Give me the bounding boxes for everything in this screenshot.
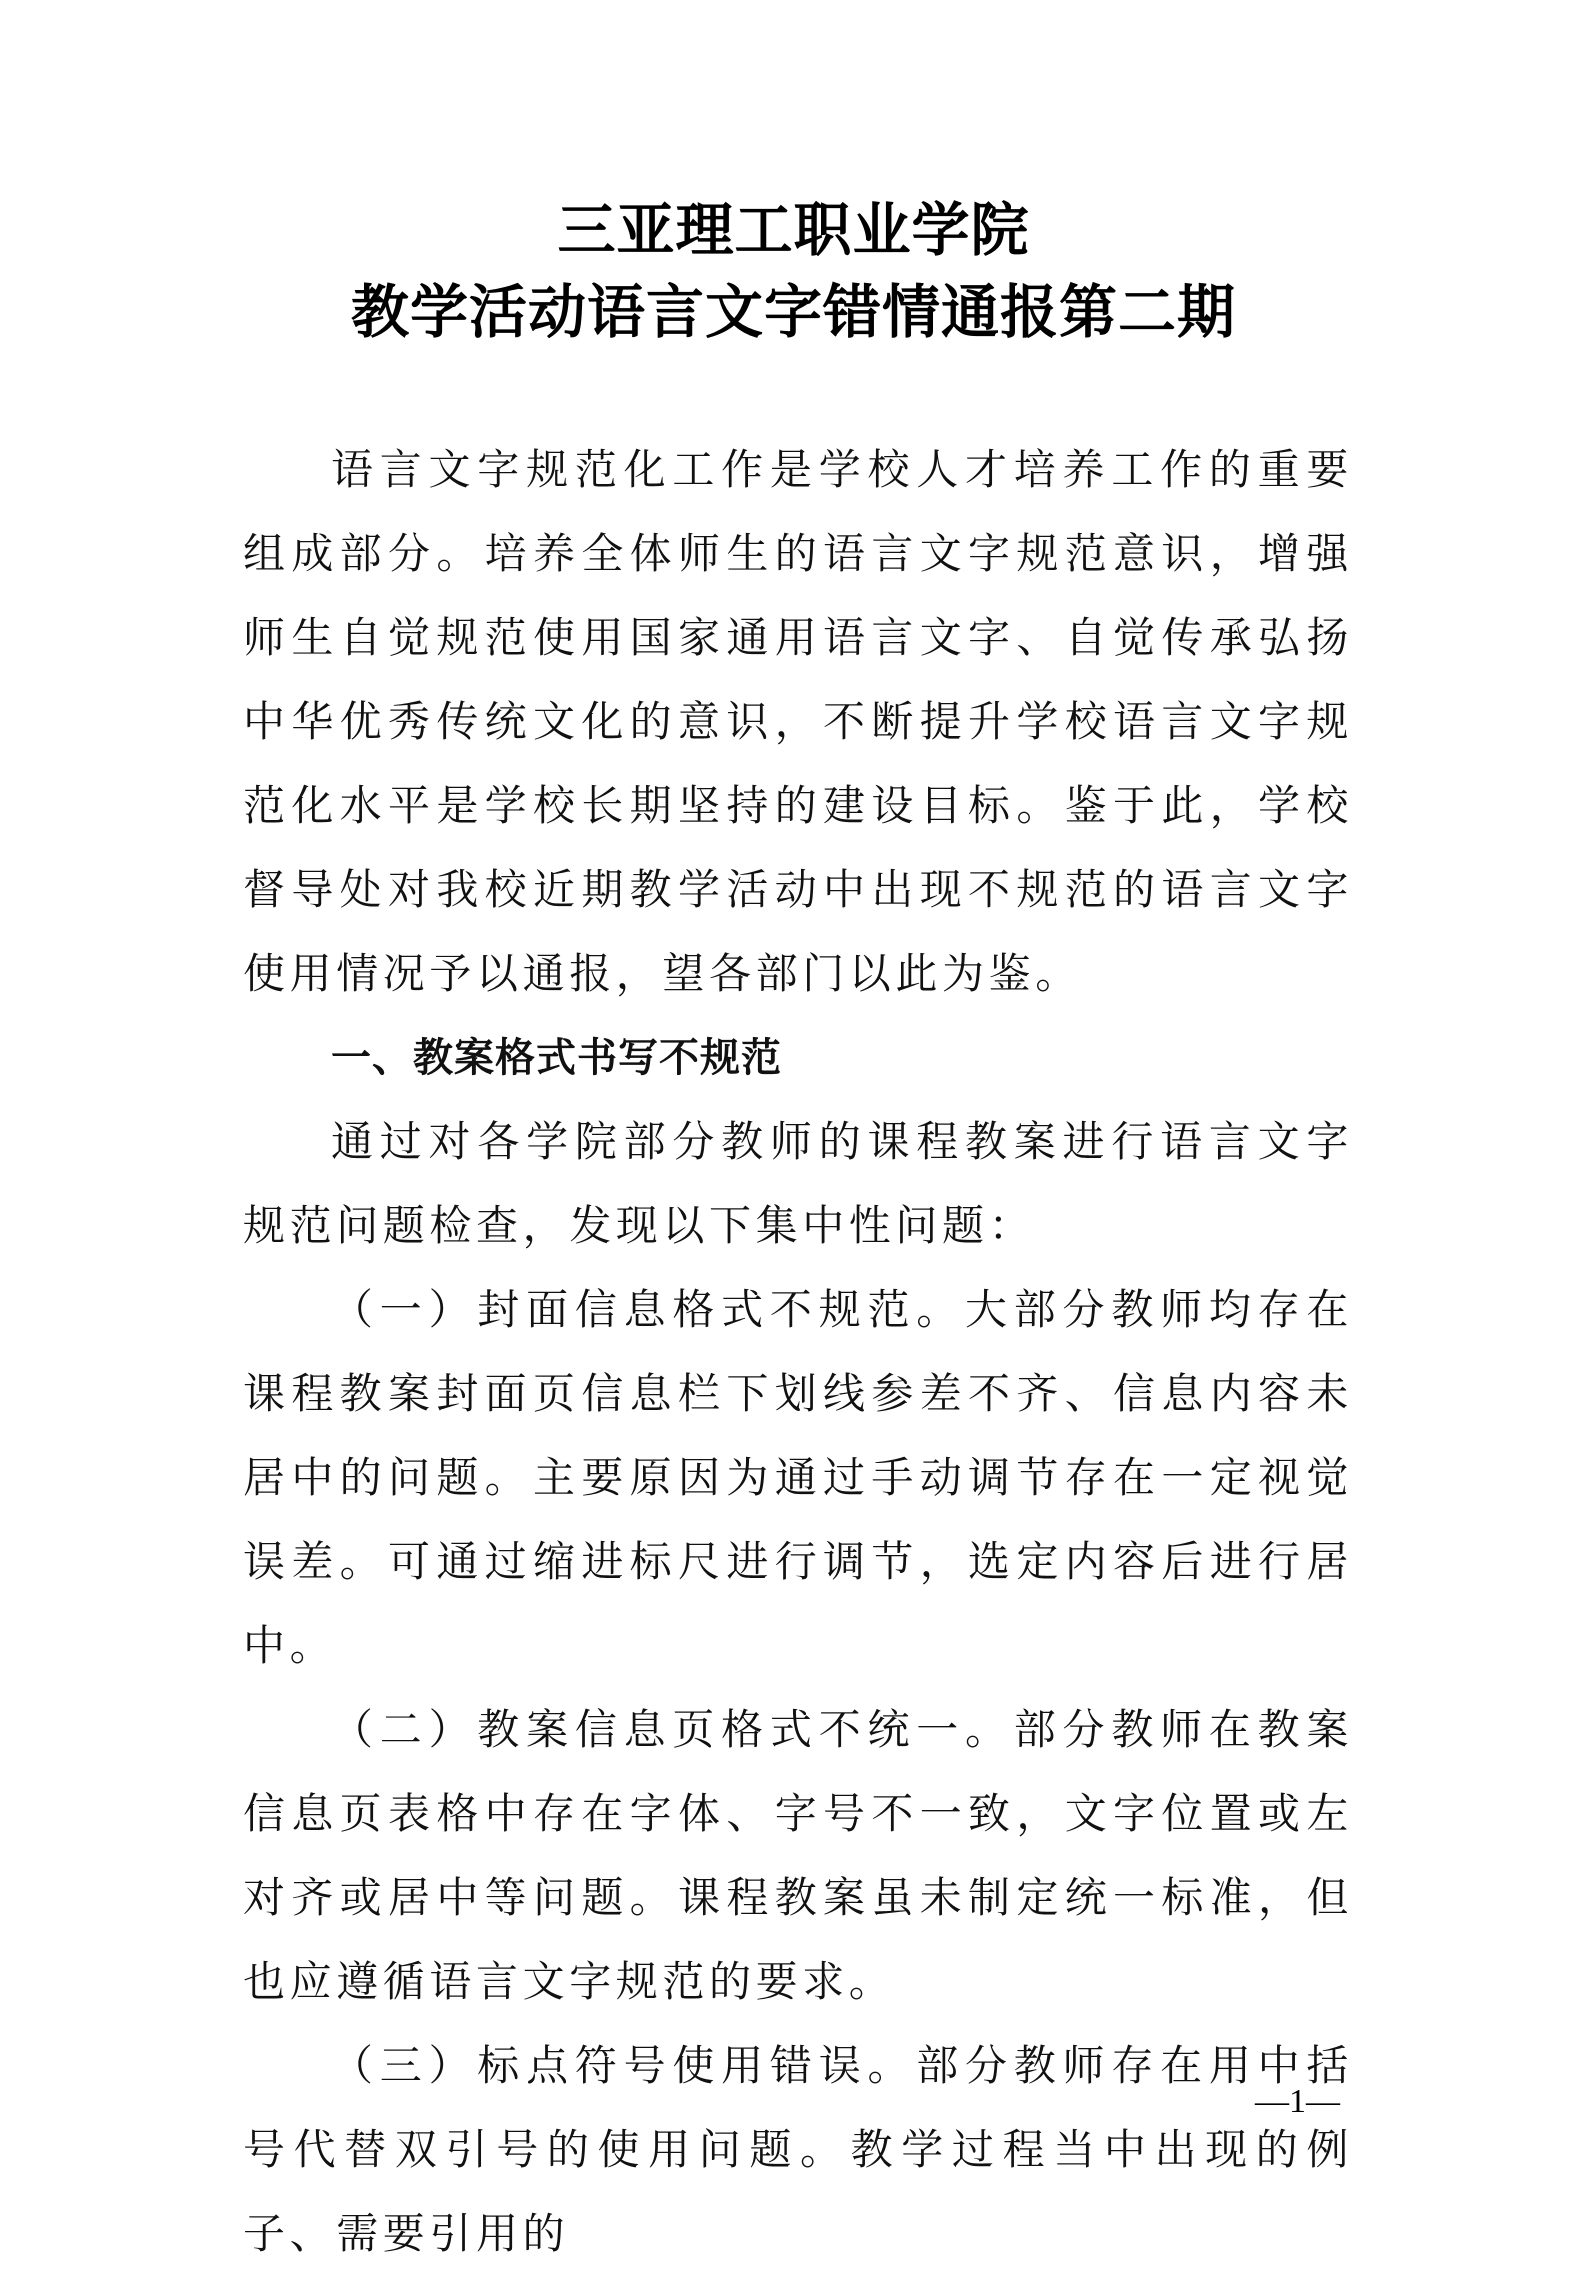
section-heading-1: 一、教案格式书写不规范 bbox=[331, 1035, 782, 1081]
document-title bbox=[0, 196, 1587, 346]
document-body bbox=[243, 428, 1353, 2276]
title-institution: 三亚理工职业学院 bbox=[557, 196, 1030, 264]
section-1-lead-paragraph: 通过对各学院部分教师的课程教案进行语言文字规范问题检查，发现以下集中性问题： bbox=[243, 1117, 1353, 1250]
title-report-name: 教学活动语言文字错情通报第二期 bbox=[350, 278, 1236, 346]
section-1-item-2: （二）教案信息页格式不统一。部分教师在教案信息页表格中存在字体、字号不一致，文字位置或左对齐或居中等问题。课程教案虽未制定统一标准，但也应遵循语言文字规范的要求。 bbox=[243, 1705, 1353, 2006]
section-1-item-1: （一）封面信息格式不规范。大部分教师均存在课程教案封面页信息栏下划线参差不齐、信息内容未居中的问题。主要原因为通过手动调节存在一定视觉误差。可通过缩进标尺进行调节，选定内容后进行居中。 bbox=[243, 1285, 1353, 1670]
page-number: —1— bbox=[1255, 2083, 1340, 2120]
section-1-item-3: （三）标点符号使用错误。部分教师存在用中括号代替双引号的使用问题。教学过程当中出现的例子、需要引用的 bbox=[243, 2041, 1353, 2258]
intro-paragraph: 语言文字规范化工作是学校人才培养工作的重要组成部分。培养全体师生的语言文字规范意识，增强师生自觉规范使用国家通用语言文字、自觉传承弘扬中华优秀传统文化的意识，不断提升学校语言文字规范化水平是学校长期坚持的建设目标。鉴于此，学校督导处对我校近期教学活动中出现不规范的语言文字使用情况予以通报，望各部门以此为鉴。 bbox=[243, 445, 1353, 998]
